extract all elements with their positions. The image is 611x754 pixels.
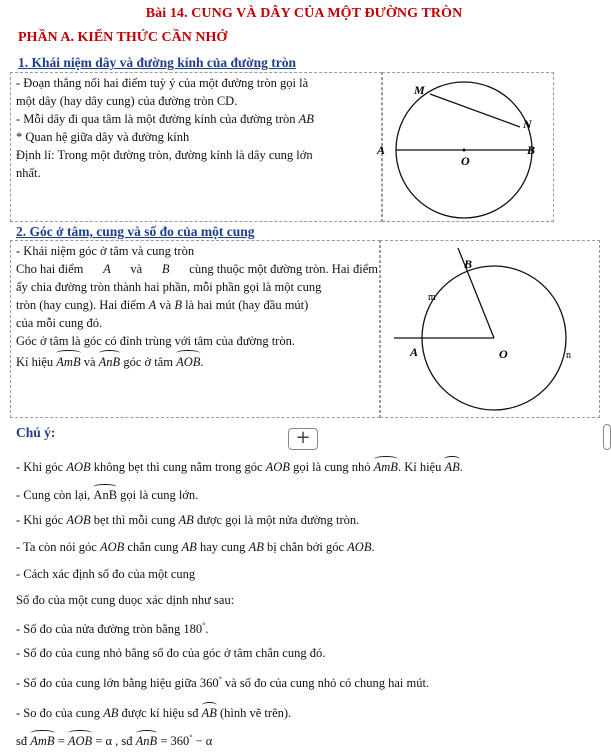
label-m2: m <box>428 292 436 303</box>
note-heading: Chú ý: <box>16 425 56 440</box>
s2-line-3: ấy chia đường tròn thành hai phần, mỗi phần gọi là một cung <box>16 280 322 294</box>
section2-text <box>16 242 378 371</box>
label-b2: B <box>464 257 473 271</box>
center-point <box>463 149 466 152</box>
s2-line-7: Kí hiệu AmB và AnB góc ở tâm AOB. <box>16 350 378 371</box>
s2-line-5: của mỗi cung đó. <box>16 316 103 330</box>
s1-line-5: Định lí: Trong một đường tròn, đường kính là dây cung lớn <box>16 148 313 162</box>
label-n: N <box>523 117 532 131</box>
s1-line-4: * Quan hệ giữa dây và đường kính <box>16 130 190 144</box>
label-a: A <box>377 143 386 157</box>
s1-line-2: một dây (hay dây cung) của đường tròn CD. <box>16 94 238 108</box>
s1-line-1: - Đoạn thẳng nối hai điểm tuỳ ý của một đường tròn gọi là <box>16 76 309 90</box>
note-line-3: - Khi góc AOB bẹt thì mỗi cung AB được gọi là một nửa đường tròn. <box>16 513 360 527</box>
label-o2: O <box>499 347 508 361</box>
s1-line-6: nhất. <box>16 166 41 180</box>
add-button[interactable]: + <box>288 428 318 450</box>
label-a2: A <box>410 345 419 359</box>
section2-heading: 2. Góc ở tâm, cung và số đo của một cung <box>16 224 255 239</box>
note-line-10: - So đo của cung AB được kí hiệu sđ AB (hình vẽ trên). <box>16 702 291 721</box>
s2-line-2: Cho hai điểm A và B cùng thuộc một đường tròn. Hai điểm <box>16 262 378 276</box>
note-line-1: - Khi góc AOB không bẹt thì cung nằm trong góc AOB gọi là cung nhỏ AmB. Kí hiệu AB. <box>16 456 463 475</box>
circle-chord-figure <box>377 72 554 222</box>
central-angle-figure <box>380 240 600 418</box>
note-line-8: - Số đo của cung nhỏ bằng số đo của góc ở tâm chắn cung đó. <box>16 646 326 660</box>
label-b: B <box>527 143 536 157</box>
note-line-7: - Số đo của nửa đường tròn bằng 180°. <box>16 621 209 637</box>
s2-line-6: Góc ở tâm là góc có đỉnh trùng với tâm của đường tròn. <box>16 334 295 348</box>
note-line-9: - Số đo của cung lớn bằng hiệu giữa 360° và số đo của cung nhỏ có chung hai mút. <box>16 675 430 691</box>
s2-line-1: - Khái niệm góc ở tâm và cung tròn <box>16 244 195 258</box>
label-m: M <box>414 83 425 97</box>
part-a-heading: PHẦN A. KIẾN THỨC CẦN NHỚ <box>18 30 228 45</box>
scroll-handle[interactable] <box>603 424 611 450</box>
note-line-6: Số đo của một cung duọc xác dịnh như sau: <box>16 593 235 607</box>
lesson-title: Bài 14. CUNG VÀ DÂY CỦA MỘT ĐƯỜNG TRÒN <box>145 6 463 21</box>
label-n2: n <box>566 350 571 361</box>
s1-line-3: - Mỗi dây đi qua tâm là một đường kính của đường tròn AB <box>16 112 314 126</box>
note-line-4: - Ta còn nói góc AOB chắn cung AB hay cung AB bị chắn bởi góc AOB. <box>16 540 375 554</box>
label-o: O <box>461 154 470 168</box>
note-line-5: - Cách xác định số đo của một cung <box>16 567 196 581</box>
section1-text <box>16 74 378 182</box>
note-line-11: sđ AmB = AOB = α , sđ AnB = 360° − α <box>16 730 212 749</box>
note-line-2: - Cung còn lại, AnB gọi là cung lớn. <box>16 484 198 503</box>
section1-heading: 1. Khái niệm dây và đường kính của đường tròn <box>18 55 296 70</box>
chord-mn <box>430 94 520 127</box>
s2-line-4: tròn (hay cung). Hai điểm A và B là hai mút (hay đầu mút) <box>16 298 309 312</box>
